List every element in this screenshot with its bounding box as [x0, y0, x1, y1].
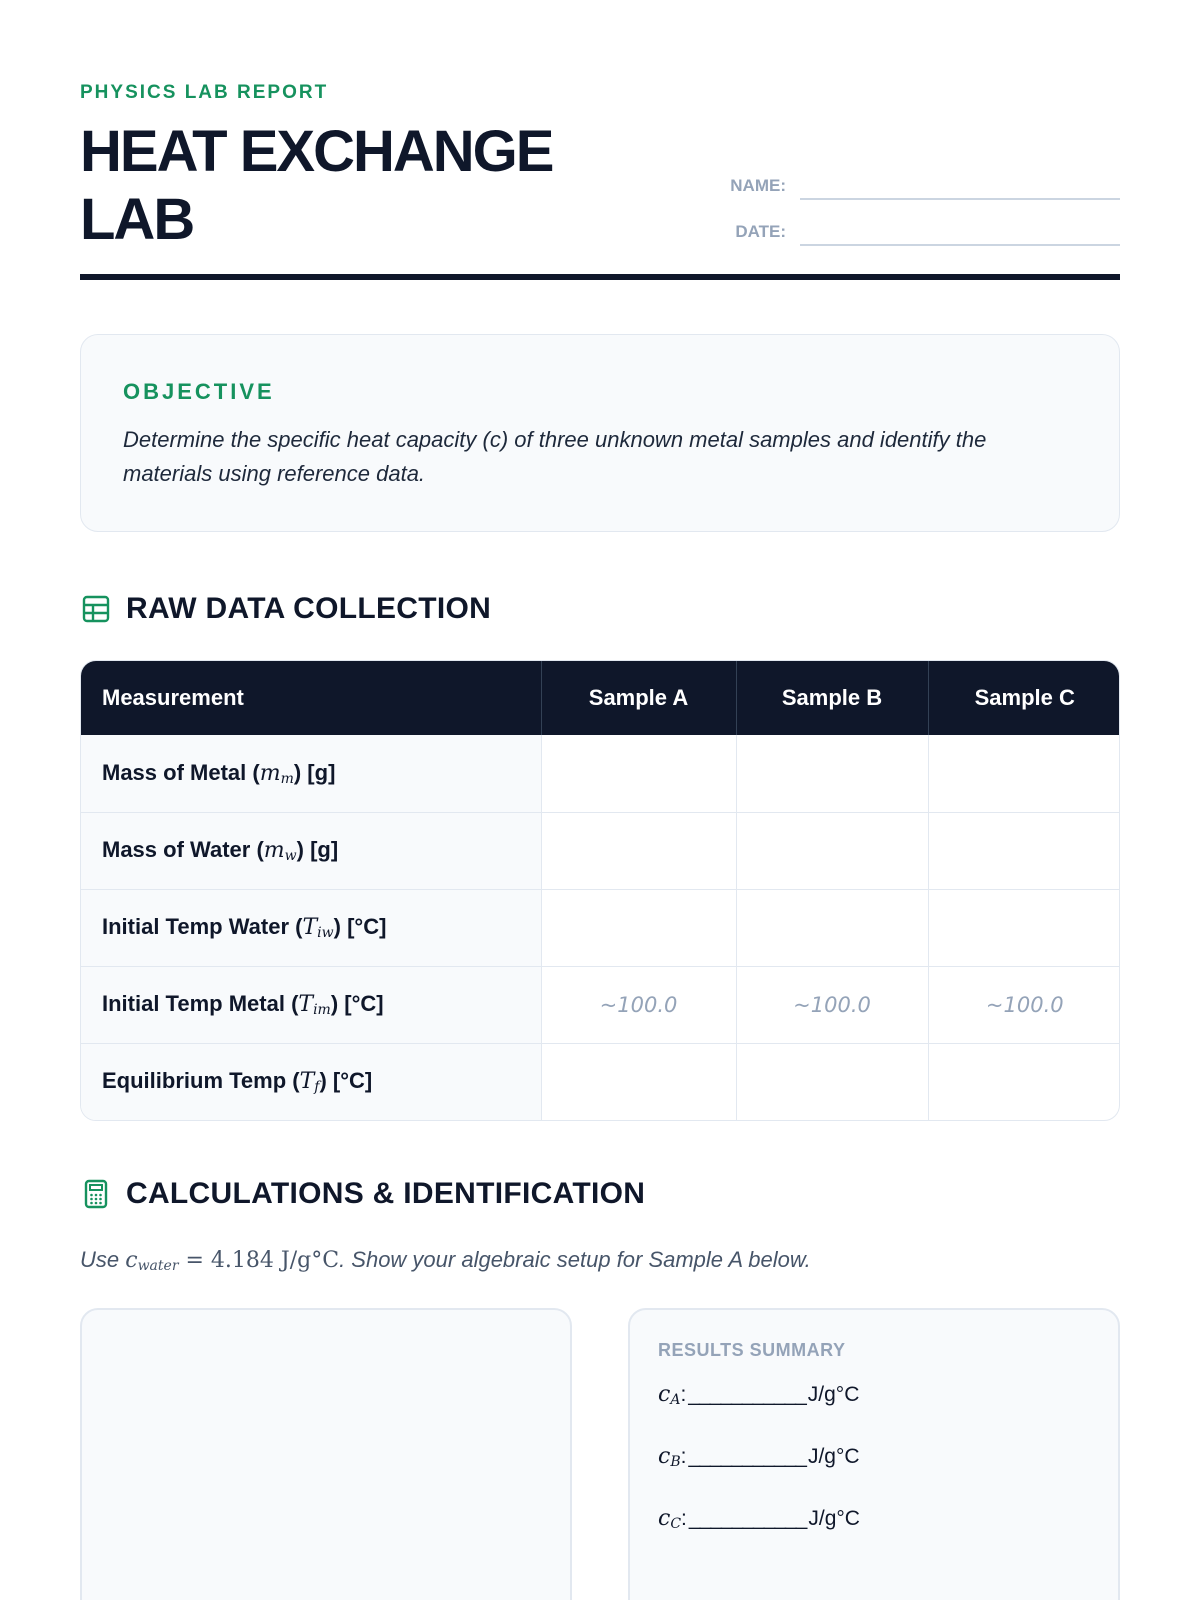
title-line-1: HEAT EXCHANGE	[80, 119, 553, 184]
name-label: NAME:	[730, 176, 786, 195]
measurement-symbol-sub: w	[284, 848, 297, 864]
date-label: DATE:	[735, 222, 786, 241]
objective-card	[80, 334, 1120, 532]
measurement-unit: ) [g]	[296, 837, 339, 862]
column-header-measurement: Measurement	[81, 661, 541, 735]
sample-b-cell[interactable]	[736, 889, 928, 966]
raw-data-heading: RAW DATA COLLECTION	[126, 592, 492, 625]
measurement-text: Initial Temp Water (	[102, 914, 303, 939]
header-divider	[80, 274, 1120, 280]
measurement-label	[81, 1043, 541, 1120]
result-symbol	[658, 1506, 681, 1532]
result-row-c[interactable]	[658, 1506, 860, 1532]
result-symbol-letter: c	[658, 1506, 671, 1531]
measurement-text: Mass of Metal (	[102, 759, 260, 785]
measurement-label	[81, 812, 541, 889]
measurement-unit: ) [°C]	[330, 991, 384, 1016]
objective-heading: OBJECTIVE	[123, 379, 275, 404]
measurement-symbol-letter: T	[299, 1069, 315, 1095]
sample-c-cell[interactable]	[928, 812, 1120, 889]
column-header-sample-c: Sample C	[928, 661, 1120, 735]
sample-b-cell[interactable]	[736, 735, 928, 812]
report-kicker: PHYSICS LAB REPORT	[80, 82, 329, 103]
column-header-sample-a: Sample A	[541, 661, 736, 735]
measurement-label	[81, 889, 541, 966]
note-suffix: . Show your algebraic setup for Sample A below.	[339, 1247, 811, 1272]
algebraic-setup-box[interactable]	[80, 1308, 572, 1600]
measurement-symbol-sub: m	[280, 770, 294, 787]
result-blank[interactable]: ___________	[688, 1383, 806, 1406]
result-symbol-sub: C	[670, 1516, 682, 1532]
measurement-text: Mass of Water (	[102, 837, 264, 862]
measurement-label	[81, 735, 541, 812]
result-blank[interactable]: ___________	[688, 1445, 806, 1468]
sample-a-cell[interactable]	[541, 889, 736, 966]
sample-c-cell[interactable]	[928, 735, 1120, 812]
sample-b-cell[interactable]: ~100.0	[736, 966, 928, 1043]
table-icon	[80, 593, 112, 625]
results-summary-card	[628, 1308, 1120, 1600]
calculator-icon	[80, 1178, 112, 1210]
result-symbol	[658, 1382, 680, 1408]
date-field-row	[720, 220, 1120, 246]
measurement-text: Initial Temp Metal (	[102, 991, 299, 1016]
sample-a-cell[interactable]: ~100.0	[541, 966, 736, 1043]
measurement-symbol-sub: iw	[317, 925, 334, 941]
note-value: = 4.184 J/g°C	[178, 1248, 340, 1273]
raw-data-section-header	[80, 592, 491, 626]
sample-a-cell[interactable]	[541, 735, 736, 812]
measurement-symbol-sub: im	[313, 1002, 331, 1018]
sample-c-cell[interactable]	[928, 1043, 1120, 1120]
name-input-line[interactable]	[800, 174, 1120, 200]
result-blank[interactable]: ___________	[688, 1507, 807, 1530]
note-symbol-letter: c	[125, 1248, 138, 1273]
page-title	[80, 118, 700, 254]
measurement-symbol	[298, 992, 330, 1017]
measurement-unit: ) [°C]	[333, 914, 387, 939]
calculations-instruction	[80, 1247, 811, 1274]
sample-b-cell[interactable]	[736, 1043, 928, 1120]
title-line-2: LAB	[80, 187, 194, 252]
result-symbol	[658, 1444, 681, 1470]
result-colon: :	[681, 1507, 687, 1530]
measurement-symbol-letter: m	[259, 760, 281, 786]
result-unit: J/g°C	[807, 1383, 860, 1406]
measurement-symbol-sub: f	[314, 1079, 320, 1096]
result-row-b[interactable]	[658, 1444, 860, 1470]
result-symbol-sub: A	[670, 1392, 681, 1408]
note-prefix: Use	[80, 1247, 126, 1272]
sample-a-cell[interactable]	[541, 812, 736, 889]
measurement-label	[81, 966, 541, 1043]
measurement-unit: ) [°C]	[319, 1068, 373, 1094]
table-row	[81, 812, 1120, 889]
results-summary-title: RESULTS SUMMARY	[658, 1340, 846, 1360]
result-colon: :	[680, 1383, 687, 1406]
note-symbol	[125, 1248, 178, 1273]
objective-text: Determine the specific heat capacity (c) of three unknown metal samples and identify the materials using reference data.	[123, 427, 987, 486]
measurement-symbol	[302, 915, 333, 940]
result-colon: :	[680, 1445, 687, 1468]
table-row	[81, 735, 1120, 812]
measurement-symbol-letter: m	[263, 838, 285, 863]
measurement-symbol-letter: T	[298, 992, 314, 1017]
calculations-heading: CALCULATIONS & IDENTIFICATION	[126, 1177, 646, 1210]
sample-c-cell[interactable]: ~100.0	[928, 966, 1120, 1043]
result-unit: J/g°C	[808, 1507, 860, 1530]
measurement-symbol-letter: T	[302, 915, 318, 940]
table-header-row	[81, 661, 1120, 735]
result-symbol-letter: c	[658, 1382, 671, 1407]
sample-c-cell[interactable]	[928, 889, 1120, 966]
calculations-section-header	[80, 1177, 645, 1211]
result-row-a[interactable]	[658, 1382, 859, 1408]
measurement-symbol	[264, 838, 297, 863]
result-unit: J/g°C	[807, 1445, 860, 1468]
measurement-text: Equilibrium Temp (	[102, 1068, 300, 1094]
sample-b-cell[interactable]	[736, 812, 928, 889]
result-symbol-letter: c	[658, 1444, 671, 1469]
result-symbol-sub: B	[670, 1454, 681, 1470]
table-row	[81, 966, 1120, 1043]
table-row	[81, 1043, 1120, 1120]
column-header-sample-b: Sample B	[736, 661, 928, 735]
name-field-row	[720, 174, 1120, 200]
measurement-symbol	[260, 761, 294, 786]
note-symbol-sub: water	[137, 1258, 179, 1274]
lab-report-page	[80, 0, 1120, 1600]
measurement-symbol	[300, 1069, 320, 1094]
table-row	[81, 889, 1120, 966]
date-input-line[interactable]	[800, 220, 1120, 246]
raw-data-table	[80, 660, 1120, 1121]
measurement-unit: ) [g]	[293, 759, 336, 785]
sample-a-cell[interactable]	[541, 1043, 736, 1120]
